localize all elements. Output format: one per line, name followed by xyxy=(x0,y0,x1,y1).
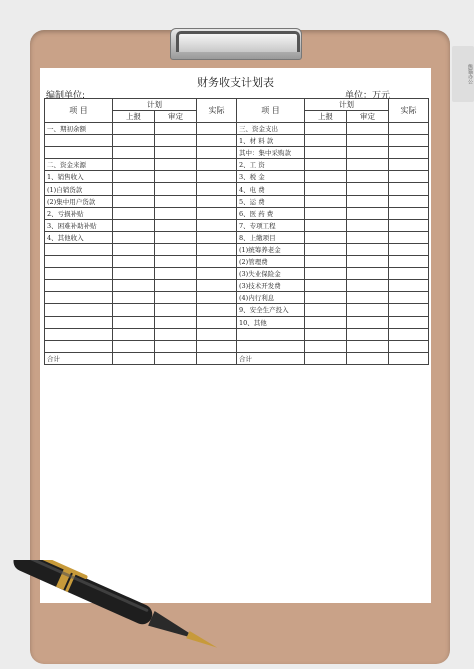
budget-table xyxy=(44,98,429,365)
right-item-cell: 7、专项工程 xyxy=(237,219,305,231)
right-actual-cell[interactable] xyxy=(389,280,429,292)
left-item-cell: 4、其他收入 xyxy=(45,231,113,243)
right-actual-cell[interactable] xyxy=(389,171,429,183)
right-actual-cell[interactable] xyxy=(389,316,429,328)
table-row xyxy=(45,268,429,280)
right-reported-cell[interactable] xyxy=(305,219,347,231)
left-reported-cell[interactable] xyxy=(113,243,155,255)
left-approved-cell[interactable] xyxy=(155,292,197,304)
left-item-cell: 2、亏损补贴 xyxy=(45,207,113,219)
left-reported-cell[interactable] xyxy=(113,207,155,219)
table-row xyxy=(45,304,429,316)
left-reported-cell[interactable] xyxy=(113,195,155,207)
right-item-cell: (3)技术开发费 xyxy=(237,280,305,292)
left-reported-cell[interactable] xyxy=(113,268,155,280)
fountain-pen xyxy=(0,560,244,650)
left-approved-cell[interactable] xyxy=(155,219,197,231)
right-approved-cell[interactable] xyxy=(347,328,389,340)
left-actual-cell[interactable] xyxy=(197,316,237,328)
compiling-unit-label: 编制单位: xyxy=(46,91,86,101)
left-actual-cell[interactable] xyxy=(197,328,237,340)
right-item-cell: 6、医 药 费 xyxy=(237,207,305,219)
right-item-cell: 1、材 料 款 xyxy=(237,135,305,147)
left-approved-cell[interactable] xyxy=(155,231,197,243)
left-approved-cell[interactable] xyxy=(155,316,197,328)
page-title: 财务收支计划表 xyxy=(197,76,274,89)
right-reported-cell[interactable] xyxy=(305,135,347,147)
right-actual-cell[interactable] xyxy=(389,159,429,171)
right-reported-cell[interactable] xyxy=(305,304,347,316)
table-row xyxy=(45,328,429,340)
left-approved-cell[interactable] xyxy=(155,268,197,280)
left-approved-cell[interactable] xyxy=(155,183,197,195)
right-approved-cell[interactable] xyxy=(347,352,389,364)
left-item-cell xyxy=(45,316,113,328)
left-approved-cell[interactable] xyxy=(155,159,197,171)
left-reported-cell[interactable] xyxy=(113,219,155,231)
table-row xyxy=(45,256,429,268)
table-row xyxy=(45,219,429,231)
left-reported-cell[interactable] xyxy=(113,340,155,352)
table-row xyxy=(45,147,429,159)
header-item-left: 项 目 xyxy=(45,99,113,123)
left-approved-cell[interactable] xyxy=(155,207,197,219)
table-row xyxy=(45,231,429,243)
right-reported-cell[interactable] xyxy=(305,231,347,243)
left-actual-cell[interactable] xyxy=(197,268,237,280)
table-row xyxy=(45,316,429,328)
left-approved-cell[interactable] xyxy=(155,352,197,364)
left-item-cell: 合计 xyxy=(45,352,113,364)
right-item-cell: 8、上缴项目 xyxy=(237,231,305,243)
left-approved-cell[interactable] xyxy=(155,256,197,268)
right-reported-cell[interactable] xyxy=(305,207,347,219)
left-reported-cell[interactable] xyxy=(113,231,155,243)
right-approved-cell[interactable] xyxy=(347,147,389,159)
right-actual-cell[interactable] xyxy=(389,268,429,280)
left-actual-cell[interactable] xyxy=(197,135,237,147)
left-actual-cell[interactable] xyxy=(197,340,237,352)
right-reported-cell[interactable] xyxy=(305,243,347,255)
right-item-cell: (2)管理费 xyxy=(237,256,305,268)
right-item-cell xyxy=(237,328,305,340)
right-actual-cell[interactable] xyxy=(389,195,429,207)
right-item-cell: 3、税 金 xyxy=(237,171,305,183)
left-item-cell xyxy=(45,147,113,159)
header-reported-right: 上报 xyxy=(305,111,347,123)
left-reported-cell[interactable] xyxy=(113,292,155,304)
right-approved-cell[interactable] xyxy=(347,316,389,328)
left-actual-cell[interactable] xyxy=(197,147,237,159)
right-approved-cell[interactable] xyxy=(347,123,389,135)
right-approved-cell[interactable] xyxy=(347,304,389,316)
header-actual-right: 实际 xyxy=(389,99,429,123)
right-actual-cell[interactable] xyxy=(389,183,429,195)
right-reported-cell[interactable] xyxy=(305,280,347,292)
right-reported-cell[interactable] xyxy=(305,256,347,268)
right-reported-cell[interactable] xyxy=(305,183,347,195)
right-reported-cell[interactable] xyxy=(305,268,347,280)
right-approved-cell[interactable] xyxy=(347,135,389,147)
left-item-cell xyxy=(45,280,113,292)
left-item-cell: 一、期初余额 xyxy=(45,123,113,135)
left-actual-cell[interactable] xyxy=(197,256,237,268)
table-row xyxy=(45,135,429,147)
left-actual-cell[interactable] xyxy=(197,219,237,231)
right-reported-cell[interactable] xyxy=(305,352,347,364)
left-item-cell xyxy=(45,292,113,304)
right-item-cell: 合计 xyxy=(237,352,305,364)
table-row xyxy=(45,195,429,207)
left-reported-cell[interactable] xyxy=(113,159,155,171)
left-item-cell xyxy=(45,328,113,340)
left-approved-cell[interactable] xyxy=(155,135,197,147)
right-actual-cell[interactable] xyxy=(389,304,429,316)
left-actual-cell[interactable] xyxy=(197,195,237,207)
table-row xyxy=(45,280,429,292)
left-item-cell xyxy=(45,243,113,255)
left-approved-cell[interactable] xyxy=(155,340,197,352)
right-reported-cell[interactable] xyxy=(305,171,347,183)
header-actual-left: 实际 xyxy=(197,99,237,123)
table-row xyxy=(45,340,429,352)
right-actual-cell[interactable] xyxy=(389,328,429,340)
right-actual-cell[interactable] xyxy=(389,256,429,268)
right-item-cell: 10、其他 xyxy=(237,316,305,328)
right-item-cell: 2、工 资 xyxy=(237,159,305,171)
right-reported-cell[interactable] xyxy=(305,316,347,328)
right-actual-cell[interactable] xyxy=(389,135,429,147)
left-item-cell xyxy=(45,268,113,280)
right-approved-cell[interactable] xyxy=(347,159,389,171)
left-approved-cell[interactable] xyxy=(155,304,197,316)
right-actual-cell[interactable] xyxy=(389,219,429,231)
header-item-right: 项 目 xyxy=(237,99,305,123)
left-reported-cell[interactable] xyxy=(113,328,155,340)
right-approved-cell[interactable] xyxy=(347,292,389,304)
left-reported-cell[interactable] xyxy=(113,316,155,328)
left-actual-cell[interactable] xyxy=(197,123,237,135)
left-actual-cell[interactable] xyxy=(197,304,237,316)
left-item-cell: (1)自销货款 xyxy=(45,183,113,195)
right-approved-cell[interactable] xyxy=(347,183,389,195)
right-approved-cell[interactable] xyxy=(347,268,389,280)
left-approved-cell[interactable] xyxy=(155,280,197,292)
right-reported-cell[interactable] xyxy=(305,340,347,352)
left-reported-cell[interactable] xyxy=(113,183,155,195)
right-approved-cell[interactable] xyxy=(347,280,389,292)
table-row xyxy=(45,159,429,171)
left-actual-cell[interactable] xyxy=(197,207,237,219)
right-approved-cell[interactable] xyxy=(347,195,389,207)
right-item-cell: 5、运 费 xyxy=(237,195,305,207)
table-row xyxy=(45,183,429,195)
left-reported-cell[interactable] xyxy=(113,256,155,268)
right-actual-cell[interactable] xyxy=(389,352,429,364)
left-actual-cell[interactable] xyxy=(197,159,237,171)
left-approved-cell[interactable] xyxy=(155,147,197,159)
left-reported-cell[interactable] xyxy=(113,280,155,292)
left-item-cell: 二、资金来源 xyxy=(45,159,113,171)
header-reported-left: 上报 xyxy=(113,111,155,123)
right-item-cell: (4)内行利息 xyxy=(237,292,305,304)
right-item-cell: 三、资金支出 xyxy=(237,123,305,135)
left-reported-cell[interactable] xyxy=(113,304,155,316)
right-item-cell: 其中：集中采购款 xyxy=(237,147,305,159)
left-actual-cell[interactable] xyxy=(197,231,237,243)
left-actual-cell[interactable] xyxy=(197,171,237,183)
right-reported-cell[interactable] xyxy=(305,159,347,171)
left-item-cell xyxy=(45,135,113,147)
right-actual-cell[interactable] xyxy=(389,147,429,159)
right-actual-cell[interactable] xyxy=(389,123,429,135)
table-row xyxy=(45,352,429,364)
left-item-cell xyxy=(45,340,113,352)
right-approved-cell[interactable] xyxy=(347,340,389,352)
left-reported-cell[interactable] xyxy=(113,147,155,159)
left-reported-cell[interactable] xyxy=(113,123,155,135)
table-row xyxy=(45,207,429,219)
right-actual-cell[interactable] xyxy=(389,243,429,255)
left-actual-cell[interactable] xyxy=(197,292,237,304)
left-approved-cell[interactable] xyxy=(155,171,197,183)
right-item-cell xyxy=(237,340,305,352)
left-approved-cell[interactable] xyxy=(155,328,197,340)
table-row xyxy=(45,123,429,135)
right-actual-cell[interactable] xyxy=(389,340,429,352)
left-reported-cell[interactable] xyxy=(113,135,155,147)
header-approved-right: 审定 xyxy=(347,111,389,123)
table-row xyxy=(45,171,429,183)
left-item-cell xyxy=(45,256,113,268)
right-reported-cell[interactable] xyxy=(305,147,347,159)
table-row xyxy=(45,292,429,304)
right-item-cell: (3)失业保险金 xyxy=(237,268,305,280)
right-approved-cell[interactable] xyxy=(347,243,389,255)
left-actual-cell[interactable] xyxy=(197,183,237,195)
right-approved-cell[interactable] xyxy=(347,231,389,243)
right-approved-cell[interactable] xyxy=(347,171,389,183)
left-reported-cell[interactable] xyxy=(113,352,155,364)
left-actual-cell[interactable] xyxy=(197,243,237,255)
right-reported-cell[interactable] xyxy=(305,195,347,207)
right-item-cell: (1)统筹养老金 xyxy=(237,243,305,255)
right-item-cell: 9、安全生产投入 xyxy=(237,304,305,316)
left-item-cell: (2)集中用户货款 xyxy=(45,195,113,207)
right-reported-cell[interactable] xyxy=(305,123,347,135)
left-actual-cell[interactable] xyxy=(197,352,237,364)
left-approved-cell[interactable] xyxy=(155,123,197,135)
right-reported-cell[interactable] xyxy=(305,328,347,340)
right-approved-cell[interactable] xyxy=(347,207,389,219)
left-item-cell: 1、销售收入 xyxy=(45,171,113,183)
header-plan-left: 计划 xyxy=(113,99,197,111)
watermark-tag: 熊猫办公 xyxy=(452,46,474,102)
right-item-cell: 4、电 费 xyxy=(237,183,305,195)
left-actual-cell[interactable] xyxy=(197,280,237,292)
header-approved-left: 审定 xyxy=(155,111,197,123)
right-actual-cell[interactable] xyxy=(389,207,429,219)
left-item-cell: 3、困难补助补贴 xyxy=(45,219,113,231)
right-approved-cell[interactable] xyxy=(347,219,389,231)
form-sheet xyxy=(40,68,431,603)
left-reported-cell[interactable] xyxy=(113,171,155,183)
left-approved-cell[interactable] xyxy=(155,243,197,255)
right-actual-cell[interactable] xyxy=(389,292,429,304)
table-row xyxy=(45,243,429,255)
clip-handle xyxy=(176,31,300,52)
right-approved-cell[interactable] xyxy=(347,256,389,268)
right-actual-cell[interactable] xyxy=(389,231,429,243)
left-item-cell xyxy=(45,304,113,316)
header-plan-right: 计划 xyxy=(305,99,389,111)
right-reported-cell[interactable] xyxy=(305,292,347,304)
currency-unit-label: 单位：万元 xyxy=(345,91,391,101)
left-approved-cell[interactable] xyxy=(155,195,197,207)
